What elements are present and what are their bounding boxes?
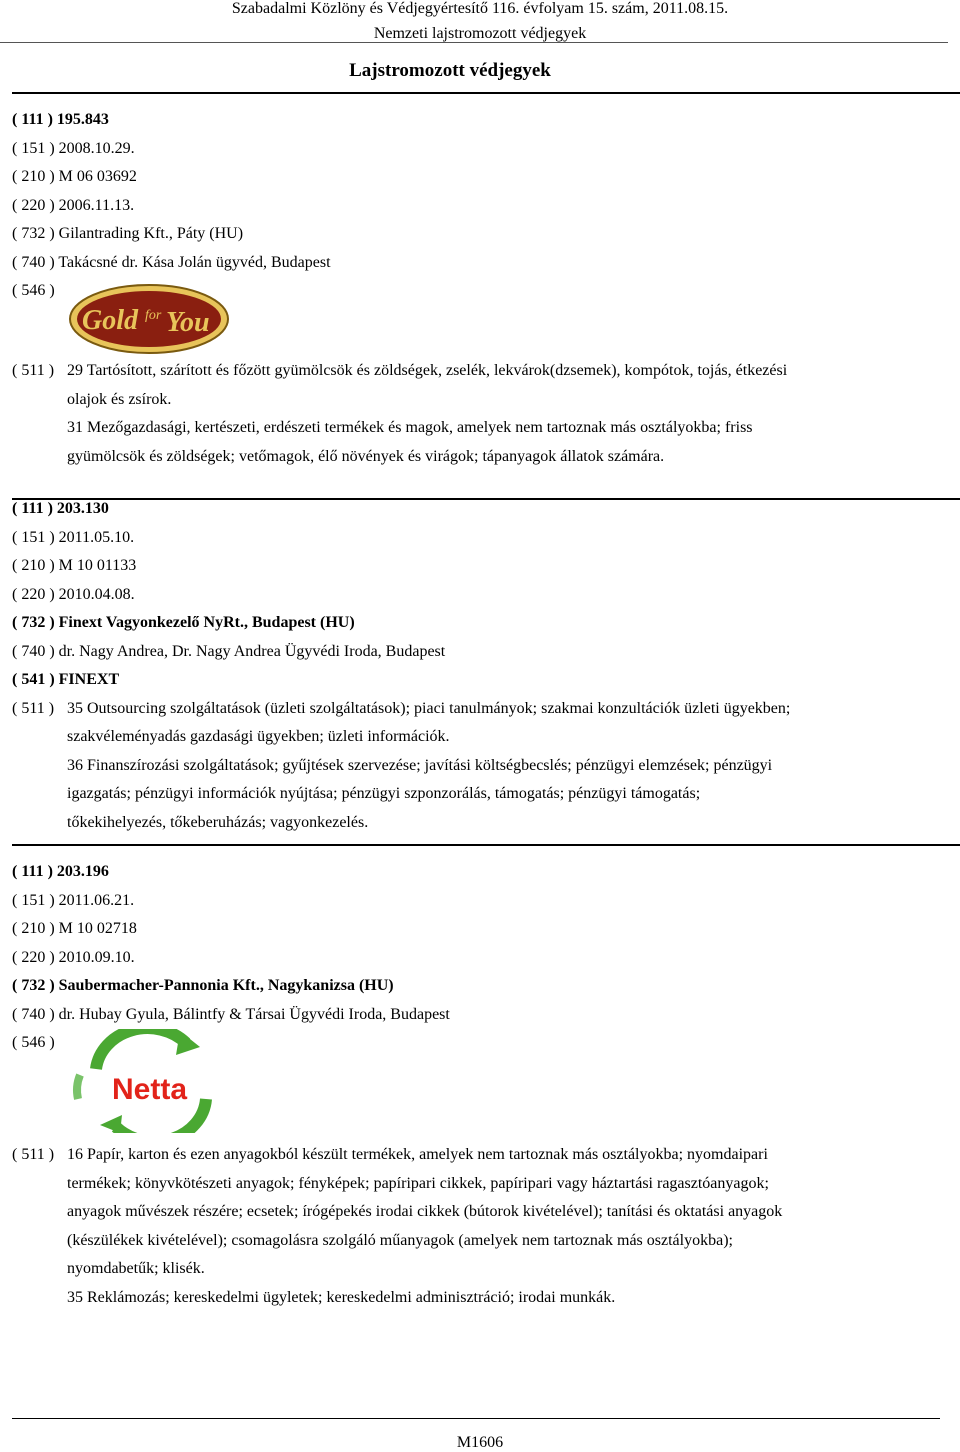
representative: ( 740 ) dr. Hubay Gyula, Bálintfy & Társai Ügyvédi Iroda, Budapest xyxy=(12,1005,450,1023)
trademark-entry-3 xyxy=(12,858,912,1312)
svg-text:Gold: Gold xyxy=(82,305,138,336)
subsection-title: Lajstromozott védjegyek xyxy=(349,60,551,81)
trademark-entry-2 xyxy=(12,495,912,837)
application-number: ( 210 ) M 10 01133 xyxy=(12,557,137,574)
figurative-mark-label: ( 546 ) xyxy=(12,282,55,299)
class-29-line-1: 29 Tartósított, szárított és főzött gyümölcsök és zöldségek, zselék, lekvárok(dzsemek), kompótok, tojás, étkezési xyxy=(67,362,788,379)
gold-for-you-logo xyxy=(68,283,230,355)
registration-date: ( 151 ) 2011.06.21. xyxy=(12,891,135,909)
holder: ( 732 ) Finext Vagyonkezelő NyRt., Budapest (HU) xyxy=(12,614,355,631)
entry-divider xyxy=(12,92,960,94)
page-number: M1606 xyxy=(456,1434,504,1451)
svg-text:Netta: Netta xyxy=(112,1073,188,1106)
holder: ( 732 ) Gilantrading Kft., Páty (HU) xyxy=(12,225,244,242)
class-16-line-1: 16 Papír, karton és ezen anyagokból készült termékek, amelyek nem tartoznak más osztályokba; nyomdaipari xyxy=(67,1146,768,1163)
trademark-entry-1 xyxy=(12,106,912,471)
svg-text:You: You xyxy=(166,307,210,338)
class-16-line-4: (készülékek kivételével); csomagolásra szolgáló műanyagok (amelyek nem tartoznak más osztályokba); xyxy=(67,1231,733,1249)
netta-logo xyxy=(68,1029,228,1133)
representative: ( 740 ) dr. Nagy Andrea, Dr. Nagy Andrea Ügyvédi Iroda, Budapest xyxy=(12,642,446,660)
entry-divider xyxy=(12,844,960,846)
header-divider xyxy=(0,42,948,43)
footer-divider xyxy=(12,1418,940,1419)
registration-date: ( 151 ) 2011.05.10. xyxy=(12,528,135,546)
goods-services-label: ( 511 ) xyxy=(12,362,55,379)
class-35-line-1: 35 Outsourcing szolgáltatások (üzleti szolgáltatások); piaci tanulmányok; szakmai konzultációk üzleti ügyekben; xyxy=(67,699,791,717)
filing-date: ( 220 ) 2010.04.08. xyxy=(12,585,135,603)
word-mark: ( 541 ) FINEXT xyxy=(12,671,120,688)
class-35-line-1: 35 Reklámozás; kereskedelmi ügyletek; kereskedelmi adminisztráció; irodai munkák. xyxy=(67,1288,616,1306)
class-16-line-3: anyagok művészek részére; ecsetek; írógépekés irodai cikkek (bútorok kivételével); tanítási és oktatási anyagok xyxy=(67,1203,783,1220)
registration-number: ( 111 ) 203.130 xyxy=(12,500,109,517)
filing-date: ( 220 ) 2006.11.13. xyxy=(12,196,135,214)
registration-date: ( 151 ) 2008.10.29. xyxy=(12,139,135,157)
section-title: Nemzeti lajstromozott védjegyek xyxy=(373,25,587,42)
svg-text:for: for xyxy=(145,308,162,323)
holder: ( 732 ) Saubermacher-Pannonia Kft., Nagykanizsa (HU) xyxy=(12,977,394,994)
application-number: ( 210 ) M 06 03692 xyxy=(12,168,137,185)
journal-title: Szabadalmi Közlöny és Védjegyértesítő 116. évfolyam 15. szám, 2011.08.15. xyxy=(231,0,729,17)
class-16-line-2: termékek; könyvkötészeti anyagok; fényképek; papíripari cikkek, papíripari vagy háztartási ragasztóanyagok; xyxy=(67,1174,769,1192)
figurative-mark-label: ( 546 ) xyxy=(12,1034,55,1051)
goods-services-label: ( 511 ) xyxy=(12,1146,55,1163)
class-31-line-1: 31 Mezőgazdasági, kertészeti, erdészeti termékek és magok, amelyek nem tartoznak más osztályokba; friss xyxy=(67,419,753,436)
representative: ( 740 ) Takácsné dr. Kása Jolán ügyvéd, Budapest xyxy=(12,253,331,271)
class-36-line-2: igazgatás; pénzügyi információk nyújtása; pénzügyi szponzorálás, támogatás; pénzügyi támogatás; xyxy=(67,785,701,802)
class-16-line-5: nyomdabetűk; klisék. xyxy=(67,1260,205,1277)
class-29-line-2: olajok és zsírok. xyxy=(67,390,172,408)
class-31-line-2: gyümölcsök és zöldségek; vetőmagok, élő növények és virágok; tápanyagok állatok számára. xyxy=(67,447,665,465)
class-36-line-1: 36 Finanszírozási szolgáltatások; gyűjtések szervezése; javítási költségbecslés; pénzügyi elemzések; pénzügyi xyxy=(67,756,773,774)
class-35-line-2: szakvéleményadás gazdasági ügyekben; üzleti információk. xyxy=(67,728,450,745)
application-number: ( 210 ) M 10 02718 xyxy=(12,920,137,937)
goods-services-label: ( 511 ) xyxy=(12,699,55,717)
filing-date: ( 220 ) 2010.09.10. xyxy=(12,948,135,966)
class-36-line-3: tőkekihelyezés, tőkeberuházás; vagyonkezelés. xyxy=(67,813,369,831)
registration-number: ( 111 ) 195.843 xyxy=(12,111,109,128)
registration-number: ( 111 ) 203.196 xyxy=(12,863,109,880)
